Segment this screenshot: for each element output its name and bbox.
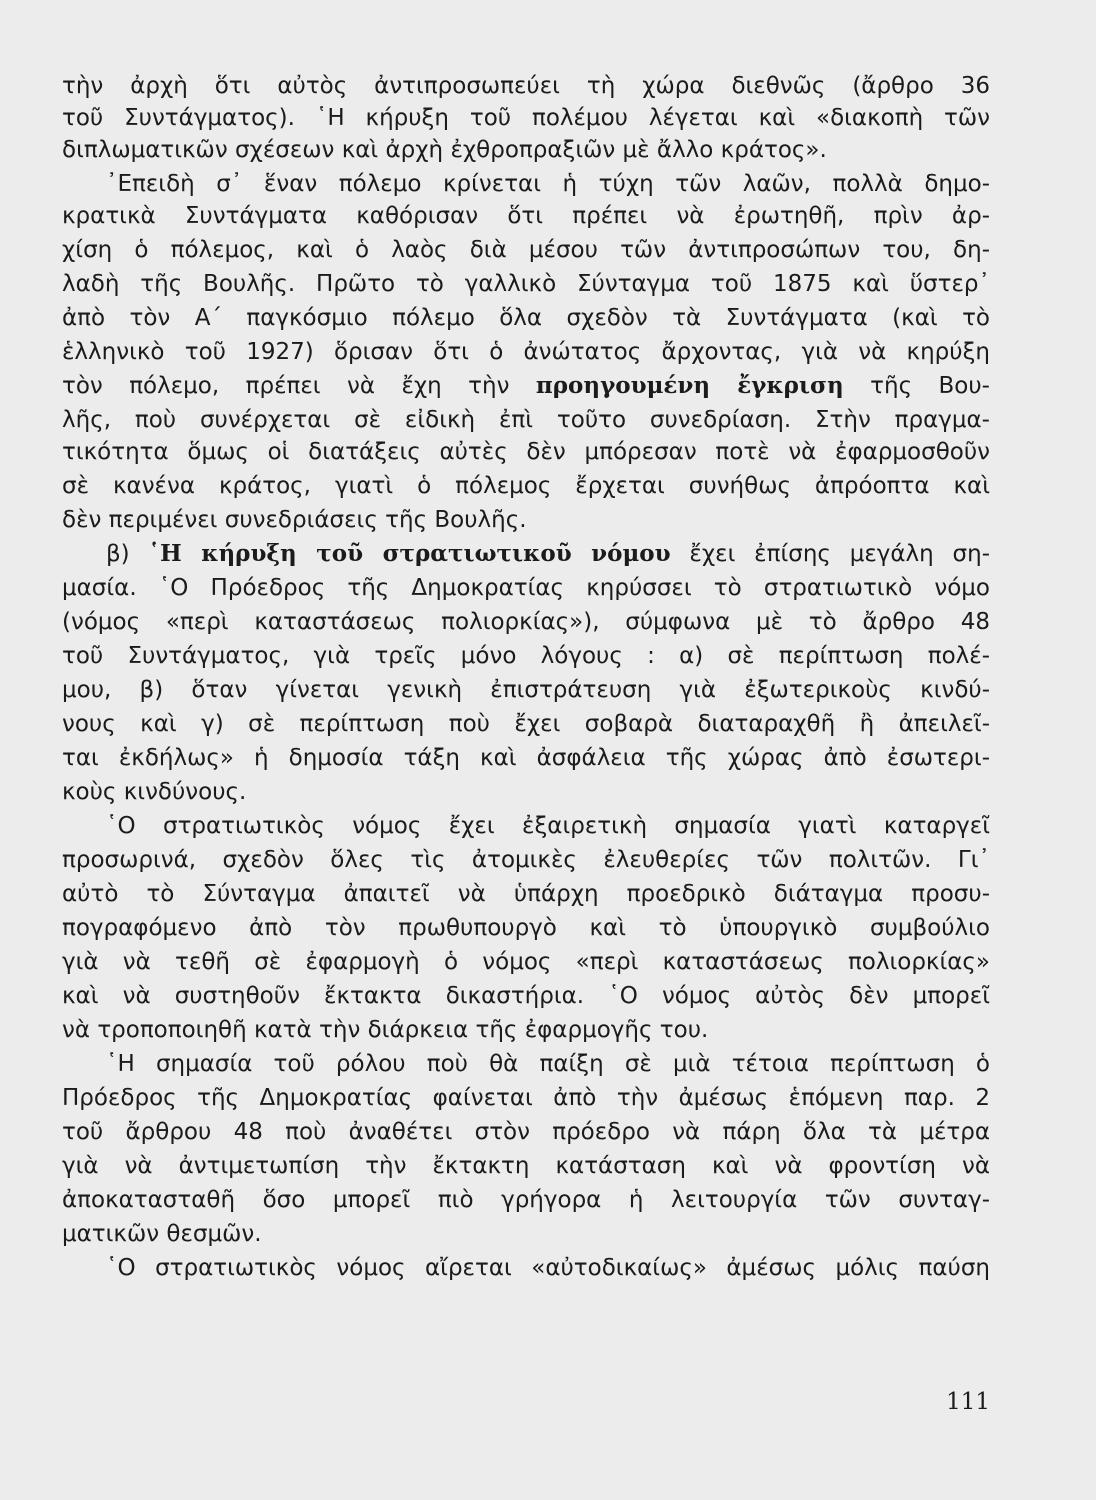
- text-segment: ἑλληνικὸ τοῦ 1927) ὅρισαν ὅτι ὁ ἀνώτατος ἄρχοντας, γιὰ νὰ κηρύξη: [62, 339, 990, 365]
- text-line: [62, 336, 990, 368]
- bold-phrase: ῾Η κήρυξη τοῦ στρατιωτικοῦ νόμου: [148, 540, 671, 567]
- text-segment: ματικῶν θεσμῶν.: [62, 1221, 262, 1247]
- text-line: [62, 404, 990, 436]
- text-line: [62, 946, 990, 978]
- text-line: [62, 640, 990, 672]
- text-segment: ἀπὸ τὸν Α΄ παγκόσμιο πόλεμο ὅλα σχεδὸν τὰ Συντάγματα (καὶ τὸ: [62, 305, 990, 331]
- bold-phrase: προηγουμένη ἔγκριση: [535, 372, 844, 399]
- text-line: [62, 1082, 990, 1114]
- text-line: [106, 1048, 990, 1080]
- text-segment: προσωρινά, σχεδὸν ὅλες τὶς ἀτομικὲς ἐλευθερίες τῶν πολιτῶν. Γι᾿: [62, 847, 990, 873]
- text-line: [62, 912, 990, 944]
- text-segment: νους καὶ γ) σὲ περίπτωση ποὺ ἔχει σοβαρὰ διαταραχθῆ ἢ ἀπειλεῖ-: [62, 711, 990, 737]
- text-segment: τοῦ Συντάγματος). ῾Η κήρυξη τοῦ πολέμου λέγεται καὶ «διακοπὴ τῶν: [62, 105, 990, 131]
- text-segment: λῆς, ποὺ συνέρχεται σὲ εἰδικὴ ἐπὶ τοῦτο συνεδρίαση. Στὴν πραγμα-: [62, 407, 990, 433]
- text-segment: ται ἐκδήλως» ἡ δημοσία τάξη καὶ ἀσφάλεια τῆς χώρας ἀπὸ ἐσωτερι-: [62, 745, 990, 771]
- text-line: [62, 370, 990, 402]
- text-segment: χίση ὁ πόλεμος, καὶ ὁ λαὸς διὰ μέσου τῶν ἀντιπροσώπων του, δη-: [62, 237, 990, 263]
- text-line: [62, 1184, 990, 1216]
- text-line: [62, 134, 990, 166]
- text-segment: πογραφόμενο ἀπὸ τὸν πρωθυπουργὸ καὶ τὸ ὑπουργικὸ συμβούλιο: [62, 915, 990, 941]
- text-segment: ἔχει ἐπίσης μεγάλη ση-: [670, 541, 991, 567]
- text-segment: σὲ κανένα κράτος, γιατὶ ὁ πόλεμος ἔρχεται συνήθως ἀπρόοπτα καὶ: [62, 473, 990, 499]
- text-segment: τὸν πόλεμο, πρέπει νὰ ἔχη τὴν: [62, 373, 536, 399]
- text-line: [62, 844, 990, 876]
- text-segment: δὲν περιμένει συνεδριάσεις τῆς Βουλῆς.: [62, 507, 527, 533]
- text-line: [62, 1150, 990, 1182]
- text-segment: ῾Ο στρατιωτικὸς νόμος ἔχει ἐξαιρετικὴ σημασία γιατὶ καταργεῖ: [106, 813, 990, 839]
- text-segment: τὴν ἀρχὴ ὅτι αὐτὸς ἀντιπροσωπεύει τὴ χώρα διεθνῶς (ἄρθρο 36: [62, 73, 990, 99]
- text-segment: Πρόεδρος τῆς Δημοκρατίας φαίνεται ἀπὸ τὴν ἀμέσως ἑπόμενη παρ. 2: [62, 1085, 990, 1111]
- text-segment: κοὺς κινδύνους.: [62, 779, 247, 805]
- text-segment: ῾Η σημασία τοῦ ρόλου ποὺ θὰ παίξη σὲ μιὰ τέτοια περίπτωση ὁ: [106, 1051, 990, 1077]
- text-line: [62, 742, 990, 774]
- text-segment: αὐτὸ τὸ Σύνταγμα ἀπαιτεῖ νὰ ὑπάρχη προεδρικὸ διάταγμα προσυ-: [62, 881, 990, 907]
- text-line: [106, 1252, 990, 1284]
- text-segment: τικότητα ὅμως οἱ διατάξεις αὐτὲς δὲν μπόρεσαν ποτὲ νὰ ἐφαρμοσθοῦν: [62, 439, 990, 465]
- text-segment: νὰ τροποποιηθῆ κατὰ τὴν διάρκεια τῆς ἐφαρμογῆς του.: [62, 1017, 709, 1043]
- text-line: [62, 1218, 990, 1250]
- page-number: 111: [946, 1389, 990, 1415]
- text-segment: ᾿Επειδὴ σ᾿ ἕναν πόλεμο κρίνεται ἡ τύχη τῶν λαῶν, πολλὰ δημο-: [106, 171, 990, 197]
- text-segment: ἀποκατασταθῆ ὅσο μπορεῖ πιὸ γρήγορα ἡ λειτουργία τῶν συνταγ-: [62, 1187, 990, 1213]
- text-segment: β): [106, 541, 149, 567]
- text-segment: γιὰ νὰ ἀντιμετωπίση τὴν ἔκτακτη κατάσταση καὶ νὰ φροντίση νὰ: [62, 1153, 990, 1179]
- text-segment: μασία. ῾Ο Πρόεδρος τῆς Δημοκρατίας κηρύσσει τὸ στρατιωτικὸ νόμο: [62, 575, 990, 601]
- text-line: [62, 102, 990, 134]
- text-line: [62, 200, 990, 232]
- text-line: [62, 708, 990, 740]
- text-segment: καὶ νὰ συστηθοῦν ἔκτακτα δικαστήρια. ῾Ο νόμος αὐτὸς δὲν μπορεῖ: [62, 983, 990, 1009]
- text-line: [62, 436, 990, 468]
- text-segment: τοῦ ἄρθρου 48 ποὺ ἀναθέτει στὸν πρόεδρο νὰ πάρη ὅλα τὰ μέτρα: [62, 1119, 990, 1145]
- text-segment: ῾Ο στρατιωτικὸς νόμος αἴρεται «αὐτοδικαίως» ἀμέσως μόλις παύση: [106, 1255, 990, 1281]
- text-line: [62, 302, 990, 334]
- text-segment: κρατικὰ Συντάγματα καθόρισαν ὅτι πρέπει νὰ ἐρωτηθῆ, πρὶν ἀρ-: [62, 203, 990, 229]
- text-segment: διπλωματικῶν σχέσεων καὶ ἀρχὴ ἐχθροπραξιῶν μὲ ἄλλο κράτος».: [62, 137, 827, 163]
- text-segment: μου, β) ὅταν γίνεται γενικὴ ἐπιστράτευση γιὰ ἐξωτερικοὺς κινδύ-: [62, 677, 990, 703]
- text-line: [62, 1014, 990, 1046]
- text-line: [62, 504, 990, 536]
- text-line: [62, 268, 990, 300]
- text-line: [62, 606, 990, 638]
- text-line: [62, 234, 990, 266]
- text-segment: τοῦ Συντάγματος, γιὰ τρεῖς μόνο λόγους : α) σὲ περίπτωση πολέ-: [62, 643, 990, 669]
- text-line: [106, 810, 990, 842]
- text-segment: λαδὴ τῆς Βουλῆς. Πρῶτο τὸ γαλλικὸ Σύνταγμα τοῦ 1875 καὶ ὕστερ᾿: [62, 271, 990, 297]
- text-line: [62, 776, 990, 808]
- text-segment: τῆς Βου-: [843, 373, 990, 399]
- text-line: [62, 1116, 990, 1148]
- text-line: [106, 168, 990, 200]
- text-segment: γιὰ νὰ τεθῆ σὲ ἐφαρμογὴ ὁ νόμος «περὶ καταστάσεως πολιορκίας»: [62, 949, 990, 975]
- text-line: [62, 70, 990, 102]
- text-line: [62, 572, 990, 604]
- text-line: [62, 878, 990, 910]
- text-line: [62, 470, 990, 502]
- text-segment: (νόμος «περὶ καταστάσεως πολιορκίας»), σύμφωνα μὲ τὸ ἄρθρο 48: [62, 609, 990, 635]
- text-line: [62, 674, 990, 706]
- text-line: [106, 538, 990, 570]
- text-line: [62, 980, 990, 1012]
